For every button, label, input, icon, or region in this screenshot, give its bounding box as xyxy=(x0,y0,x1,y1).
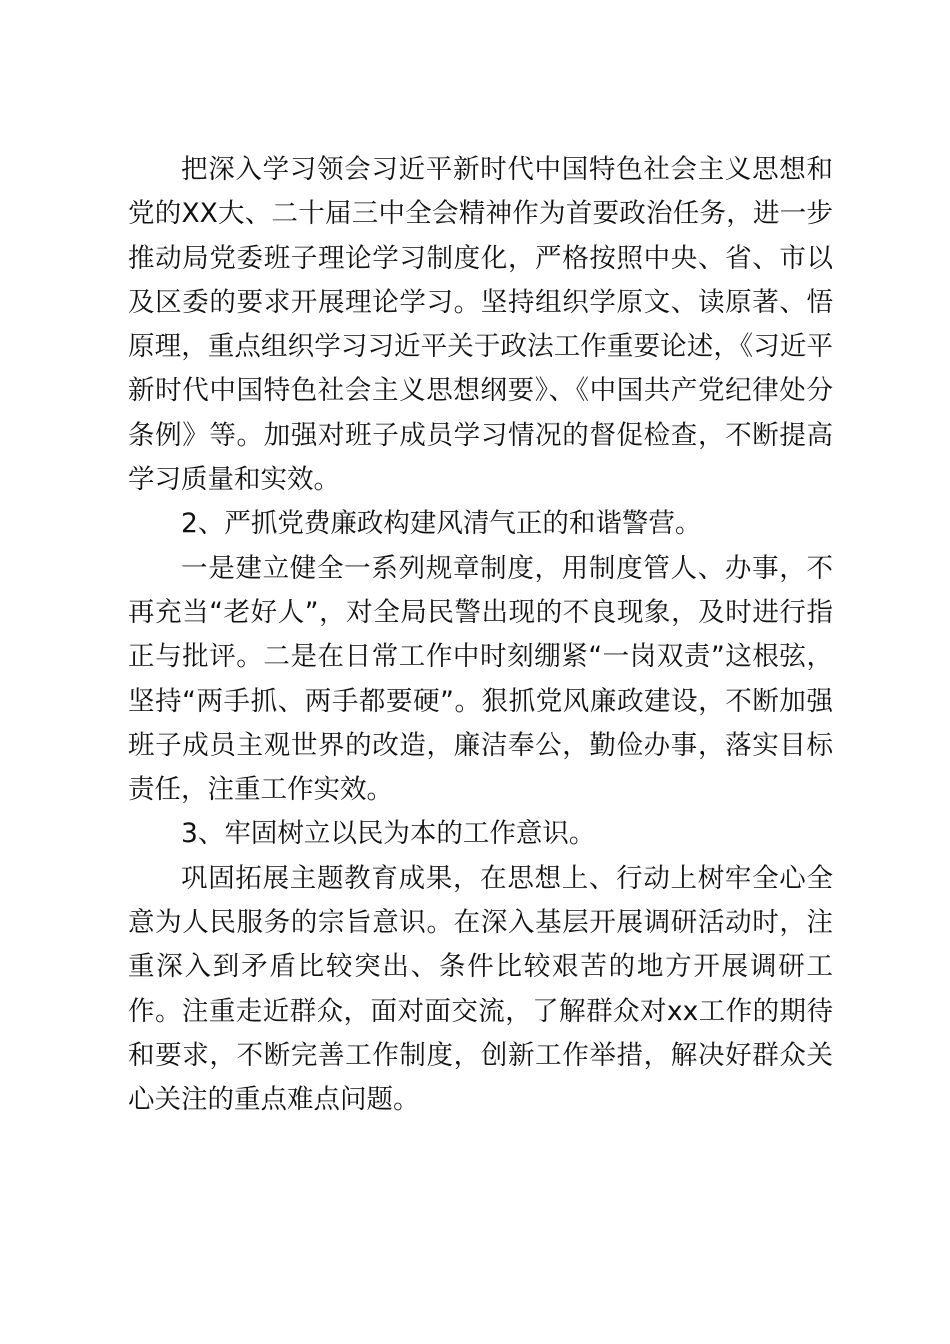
section-heading-2: 2、严抓党费廉政构建风清气正的和谐警营。 xyxy=(181,508,702,540)
document-page xyxy=(128,148,833,1123)
body-paragraph-study: 把深入学习领会习近平新时代中国特色社会主义思想和党的XX大、二十届三中全会精神作为首要政治任务，进一步推动局党委班子理论学习制度化，严格按照中央、省、市以及区委的要求开展理论学习。坚持组织学原文、读原著、悟原理，重点组织学习习近平关于政法工作重要论述，《习近平新时代中国特色社会主义思想纲要》、《中国共产党纪律处分条例》等。加强对班子成员学习情况的督促检查，不断提高学习质量和实效。 xyxy=(128,154,833,496)
section-heading-3: 3、牢固树立以民为本的工作意识。 xyxy=(181,818,596,850)
body-paragraph-integrity: 一是建立健全一系列规章制度，用制度管人、办事，不再充当“老好人”，对全局民警出现的不良现象，及时进行指正与批评。二是在日常工作中时刻绷紧“一岗双责”这根弦，坚持“两手抓、两手都要硬”。狠抓党风廉政建设，不断加强班子成员主观世界的改造，廉洁奉公，勤俭办事，落实目标责任，注重工作实效。 xyxy=(128,552,833,806)
body-paragraph-people: 巩固拓展主题教育成果，在思想上、行动上树牢全心全意为人民服务的宗旨意识。在深入基层开展调研活动时，注重深入到矛盾比较突出、条件比较艰苦的地方开展调研工作。注重走近群众，面对面交流，了解群众对xx工作的期待和要求，不断完善工作制度，创新工作举措，解决好群众关心关注的重点难点问题。 xyxy=(128,862,833,1116)
